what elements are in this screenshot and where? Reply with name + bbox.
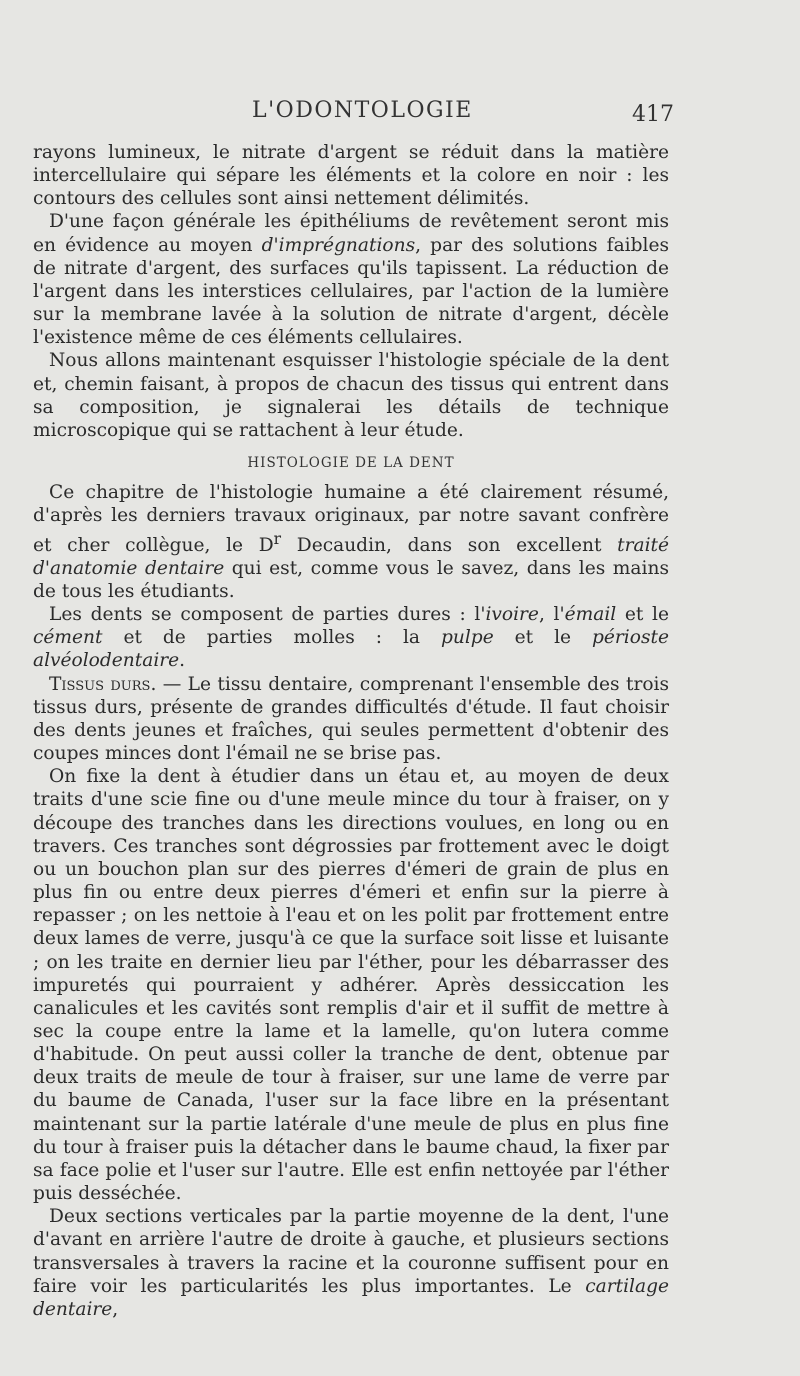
paragraph-8-emphasis: cartilage dentaire [33,1275,669,1320]
body-text [33,141,669,1321]
paragraph-7-text: On fixe la dent à étudier dans un étau et, au moyen de deux traits d'une scie fine ou d'une meule mince du tour à fraiser, on y découpe des tranches dans les directions voulues, en long ou en travers. Ces tranches sont dégrossies par frottement avec le doigt ou un bouchon plan sur des pierres d'émeri de grain de plus en plus fin ou entre deux pierres d'émeri et enfin sur la pierre à repasser ; on les nettoie à l'eau et on les polit par frottement entre deux lames de verre, jusqu'à ce que la surface soit lisse et luisante ; on les traite en dernier lieu par l'éther, pour les débarrasser des impuretés qui pourraient y adhérer. Après dessiccation les canalicules et les cavités sont remplis d'air et il suffit de mettre à sec la coupe entre la lame et la lamelle, qu'on lutera comme d'habitude. On peut aussi coller la tranche de dent, obtenue par deux traits de meule de tour à fraiser, sur une lame de verre par du baume de Canada, l'user sur la face libre en la présentant maintenant sur la partie latérale d'une meule de plus en plus fine du tour à fraiser puis la détacher dans le baume chaud, la fixer par sa face polie et l'user sur l'autre. Elle est enfin nettoyée par l'éther puis desséchée. [33,766,669,1205]
paragraph-5-text-c: et le [616,604,669,626]
paragraph-4-superscript: r [273,529,282,548]
paragraph-8-text-a: Deux sections verticales par la partie moyenne de la dent, l'une d'avant en arrière l'autre de droite à gauche, et plusieurs sections transversales à travers la racine et la couronne suffisent pour en faire voir les particularités les plus importantes. Le [33,1206,669,1297]
paragraph-5-text-f: . [179,650,186,672]
term-periost: périoste alvéolodentaire [33,627,669,672]
paragraph-4-text-c: qui est, comme vous le savez, dans les mains de tous les étudiants. [33,557,669,602]
term-email: émail [564,604,617,626]
subheading-tissus-durs: Tissus durs [49,673,151,695]
paragraph-2-emphasis: d'imprégnations [261,234,416,256]
running-title: L'ODONTOLOGIE [252,98,473,123]
page-header [0,98,800,138]
paragraph-7 [33,765,669,1205]
paragraph-2-text-b: , par des solutions faibles de nitrate d'argent, des surfaces qu'ils tapissent. La réduction de l'argent dans les interstices cellulaires, par l'action de la lumière sur la membrane lavée à la solution de nitrate d'argent, décèle l'existence même de ces éléments cellulaires. [33,234,669,349]
paragraph-1-text: rayons lumineux, le nitrate d'argent se réduit dans la matière intercellulaire qui sépare les éléments et la colore en noir : les contours des cellules sont ainsi nettement délimités. [33,142,669,210]
paragraph-5-text-a: Les dents se composent de parties dures : l' [49,604,486,626]
term-cement: cément [33,627,103,649]
section-title: HISTOLOGIE DE LA DENT [247,455,455,472]
paragraph-1 [33,141,669,210]
paragraph-4 [33,481,669,603]
paragraph-8-text-b: , [112,1298,119,1320]
paragraph-5-text-b: , l' [538,604,565,626]
paragraph-4-emphasis: traité d'anatomie dentaire [33,534,669,579]
paragraph-4-text-b: Decaudin, dans son excellent [281,534,618,556]
paragraph-5 [33,603,669,672]
term-pulpe: pulpe [440,627,494,649]
paragraph-5-text-e: et le [493,627,593,649]
paragraph-3 [33,349,669,442]
paragraph-4-text-a: Ce chapitre de l'histologie humaine a été clairement résumé, d'après les derniers travaux originaux, par notre savant confrère et cher collègue, le D [33,482,669,556]
term-ivoire: ivoire [485,604,539,626]
paragraph-5-text-d: et de parties molles : la [102,627,441,649]
paragraph-8 [33,1205,669,1321]
page-number: 417 [632,102,674,127]
paragraph-2-text-a: D'une façon générale les épithéliums de revêtement seront mis en évidence au moyen [33,211,669,256]
paragraph-6-text: . — Le tissu dentaire, comprenant l'ensemble des trois tissus durs, présente de grandes difficultés d'étude. Il faut choisir des dents jeunes et fraîches, qui seules permettent d'obtenir des coupes minces dont l'émail ne se brise pas. [33,673,670,765]
paragraph-3-text: Nous allons maintenant esquisser l'histologie spéciale de la dent et, chemin faisant, à propos de chacun des tissus qui entrent dans sa composition, je signalerai les détails de technique microscopique qui se rattachent à leur étude. [33,350,669,441]
paragraph-6 [33,673,669,766]
paragraph-2 [33,210,669,349]
